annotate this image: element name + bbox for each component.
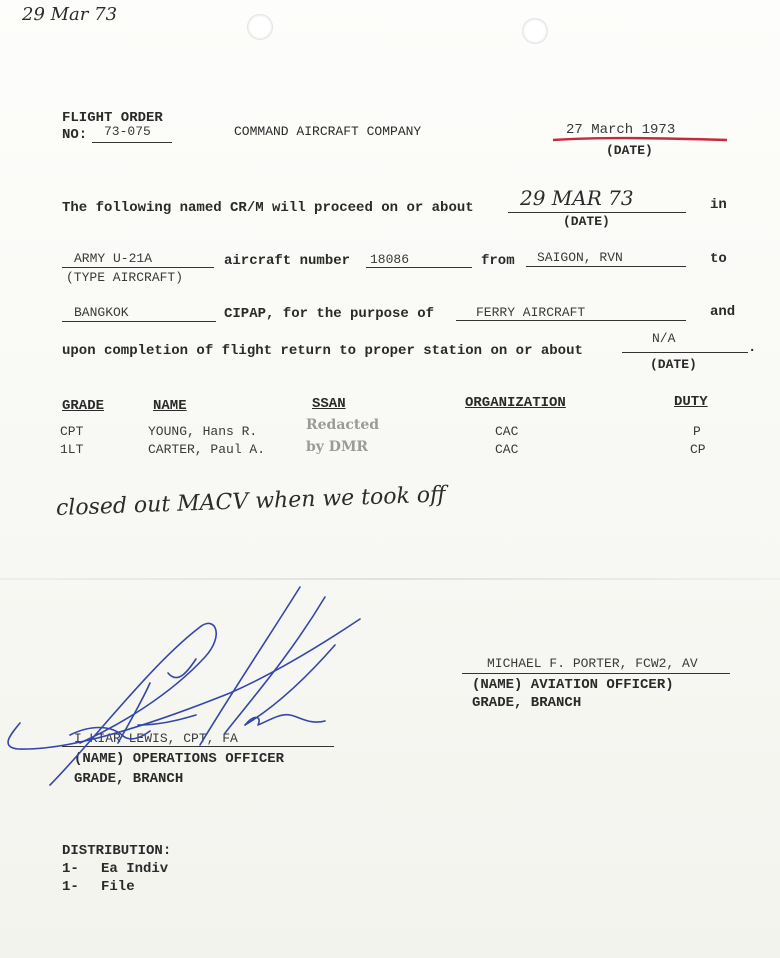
operations-officer-title: (NAME) OPERATIONS OFFICER (74, 751, 285, 767)
return-text: upon completion of flight return to proper station on or about (62, 343, 583, 359)
aviation-officer-title: (NAME) AVIATION OFFICER) (472, 677, 674, 693)
operations-officer-name: I KIAR LEWIS, CPT, FA (74, 731, 238, 746)
return-caption: (DATE) (650, 357, 697, 372)
aircraft-type-value: ARMY U-21A (74, 251, 153, 266)
destination-line (62, 321, 216, 322)
from-line (526, 266, 686, 267)
row2-duty: CP (690, 442, 706, 457)
col-header-organization: ORGANIZATION (465, 395, 566, 411)
row2-name: CARTER, Paul A. (148, 442, 266, 457)
aircraft-type-caption: (TYPE AIRCRAFT) (66, 270, 184, 285)
order-number-label: NO: (62, 127, 88, 143)
purpose-line (456, 320, 686, 321)
redaction-line-1: Redacted (306, 417, 380, 433)
signature (0, 575, 380, 795)
distribution-item-2-text: File (101, 879, 135, 895)
order-number-value: 73-075 (104, 124, 151, 139)
aircraft-type-line (62, 267, 214, 268)
aircraft-number-label: aircraft number (224, 253, 351, 269)
purpose-text: CIPAP, for the purpose of (224, 306, 435, 322)
destination-value: BANGKOK (74, 305, 129, 320)
corner-note: 29 Mar 73 (22, 4, 118, 25)
aviation-officer-grade: GRADE, BRANCH (472, 695, 582, 711)
distribution-item-2-num: 1- (62, 879, 79, 895)
proceed-date-handwritten: 29 MAR 73 (520, 186, 634, 210)
row2-grade: 1LT (60, 442, 84, 457)
return-period: . (748, 340, 757, 356)
distribution-label: DISTRIBUTION: (62, 843, 172, 859)
aviation-officer-line (462, 673, 730, 674)
purpose-value: FERRY AIRCRAFT (476, 305, 586, 320)
proceed-date-line (508, 212, 686, 213)
return-line (622, 352, 748, 353)
punch-hole-left (247, 14, 273, 40)
proceed-date-caption: (DATE) (563, 214, 610, 229)
col-header-ssan: SSAN (312, 396, 346, 412)
in-label: in (710, 197, 727, 213)
order-number-line (92, 142, 172, 143)
and-label: and (710, 304, 736, 320)
order-date-value: 27 March 1973 (566, 122, 676, 138)
row1-org: CAC (495, 424, 519, 439)
aviation-officer-name: MICHAEL F. PORTER, FCW2, AV (487, 656, 698, 671)
col-header-name: NAME (153, 398, 187, 414)
aircraft-number-line (366, 267, 472, 268)
aircraft-number-value: 18086 (370, 252, 410, 267)
from-label: from (481, 253, 515, 269)
row1-name: YOUNG, Hans R. (148, 424, 258, 439)
row2-org: CAC (495, 442, 519, 457)
order-date-caption: (DATE) (606, 143, 653, 158)
distribution-item-1-num: 1- (62, 861, 79, 877)
return-value: N/A (652, 331, 676, 346)
redaction-line-2: by DMR (306, 439, 369, 455)
proceed-text: The following named CR/M will proceed on or about (62, 200, 474, 216)
row1-duty: P (693, 424, 701, 439)
punch-hole-right (522, 18, 548, 44)
distribution-item-1-text: Ea Indiv (101, 861, 169, 877)
col-header-duty: DUTY (674, 394, 708, 410)
from-value: SAIGON, RVN (537, 250, 623, 265)
company-name: COMMAND AIRCRAFT COMPANY (234, 124, 422, 139)
row1-grade: CPT (60, 424, 84, 439)
flight-order-title: FLIGHT ORDER (62, 110, 163, 126)
col-header-grade: GRADE (62, 398, 105, 414)
to-label: to (710, 251, 727, 267)
operations-officer-grade: GRADE, BRANCH (74, 771, 184, 787)
handwritten-note: closed out MACV when we took off (55, 482, 447, 521)
